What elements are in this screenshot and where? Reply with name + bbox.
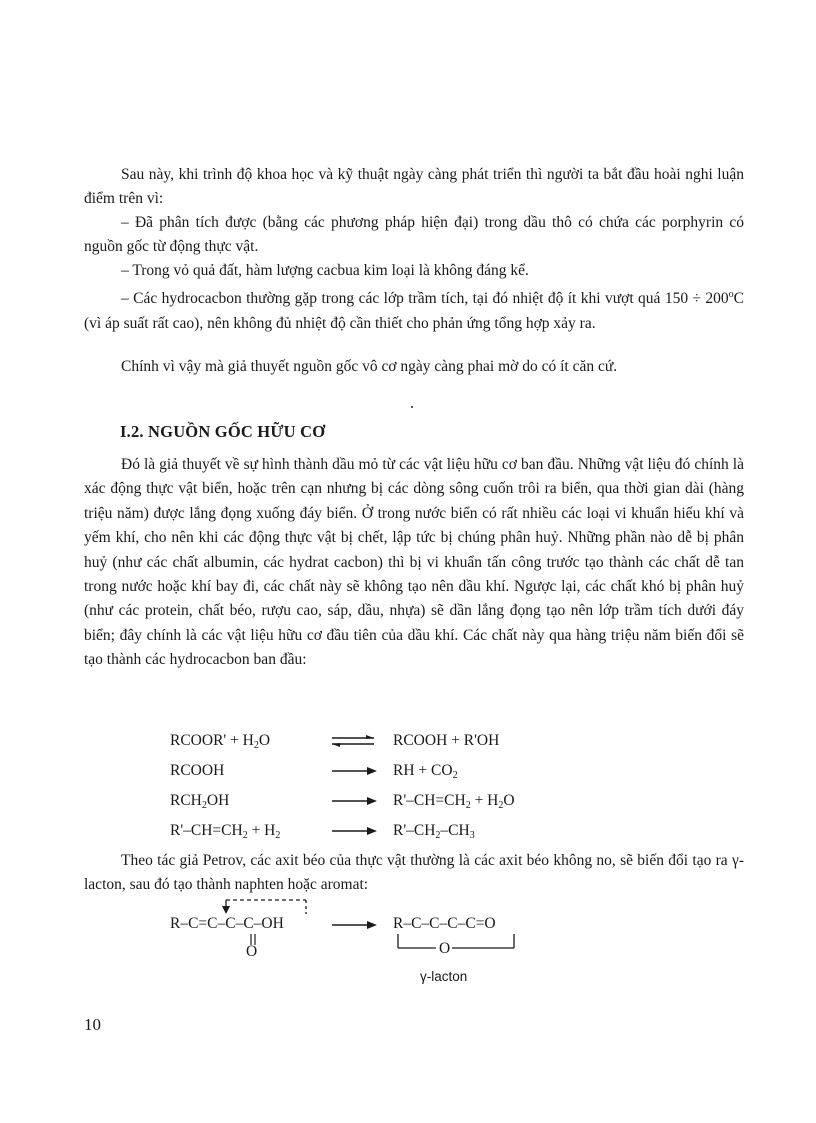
degree-sign: o [728,289,734,300]
paragraph-6: Đó là giả thuyết về sự hình thành dầu mỏ từ các vật liệu hữu cơ ban đầu. Những vật liệu đó chính là xác động thực vật biển, hoặc trên cạn nhưng bị các dòng sông cuốn trôi ra biển, qua thời gian dài (hàng triệu năm) được lắng đọng xuống đáy biển. Ở trong nước biển có rất nhiều các loại vi khuẩn hiếu khí và yếm khí, cho nên khi các động thực vật bị chết, lập tức bị chúng phân huỷ. Những phần nào dễ bị phân huỷ (như các chất albumin, các hydrat cacbon) thì bị vi khuẩn tấn công trước tạo thành các chất dễ tan trong nước hoặc khí bay đi, các chất này sẽ không tạo nên dầu khí. Ngược lại, các chất khó bị phân huỷ (như các protein, chất béo, rượu cao, sáp, dầu, nhựa) sẽ dần lắng đọng tạo nên lớp trầm tích dưới đáy biển; đây chính là các vật liệu hữu cơ đầu tiên của dầu khí. Các chất này qua hàng triệu năm biến đổi sẽ tạo thành các hydrocacbon ban đầu: [84,456,744,669]
stray-dot [411,406,413,408]
paragraph-7: Theo tác giả Petrov, các axit béo của thực vật thường là các axit béo không no, sẽ biến đổi tạo ra γ-lacton, sau đó tạo thành naphten hoặc aromat: [84,852,744,894]
arrow-right-icon [332,920,378,930]
arrow-right-icon [332,796,378,806]
reaction-1-rhs: RCOOH + R'OH [393,732,500,749]
paragraph-4-part-2: C (vì áp suất rất cao), nên không đủ nhiệt độ cần thiết cho phản ứng tổng hợp xảy ra. [84,290,744,332]
lactone-product: R–C–C–C–C=O [393,915,496,932]
lactone-reactant: R–C=C–C–C–OH [170,915,284,932]
paragraph-3: – Trong vỏ quả đất, hàm lượng cacbua kim loại là không đáng kể. [121,262,529,279]
paragraph-5: Chính vì vậy mà giả thuyết nguồn gốc vô cơ ngày càng phai mờ do có ít căn cứ. [121,358,618,375]
section-heading: I.2. NGUỒN GỐC HỮU CƠ [120,422,326,441]
paragraph-4-part-1: – Các hydrocacbon thường gặp trong các lớp trầm tích, tại đó nhiệt độ ít khi vượt quá 150 ÷ 200 [121,290,729,308]
reaction-3-lhs: $RCH_2OH$ [170,792,230,811]
reaction-3-rhs: $R'-CH=CH_2 + H_2O$ [393,792,515,811]
equilibrium-arrow-icon [330,734,378,748]
ring-bracket-icon [396,934,526,954]
page-number: 10 [84,1015,101,1034]
reaction-4-lhs: $R'-CH=CH_2 + H_2$ [170,822,281,841]
reaction-2-rhs: RH + $CO_2$ [393,762,458,781]
reaction-2-lhs: RCOOH [170,762,225,779]
reaction-1-lhs: RCOOR' + $H_2O$ [170,732,271,751]
arrow-right-icon [332,826,378,836]
lactone-label: γ-lacton [420,969,468,984]
carbonyl-oxygen: O [246,943,258,960]
paragraph-4 [84,283,744,336]
reaction-4-rhs: $R'-CH_2-CH_3$ [393,822,475,841]
arrow-right-icon [332,766,378,776]
paragraph-1: Sau này, khi trình độ khoa học và kỹ thuật ngày càng phát triển thì người ta bắt đầu hoài nghi luận điểm trên vì: [84,166,744,208]
ring-oxygen: O [439,940,451,957]
dashed-bond-arrow-icon [220,896,310,916]
paragraph-2: – Đã phân tích được (bằng các phương pháp hiện đại) trong dầu thô có chứa các porphyrin có nguồn gốc từ động thực vật. [84,214,744,256]
